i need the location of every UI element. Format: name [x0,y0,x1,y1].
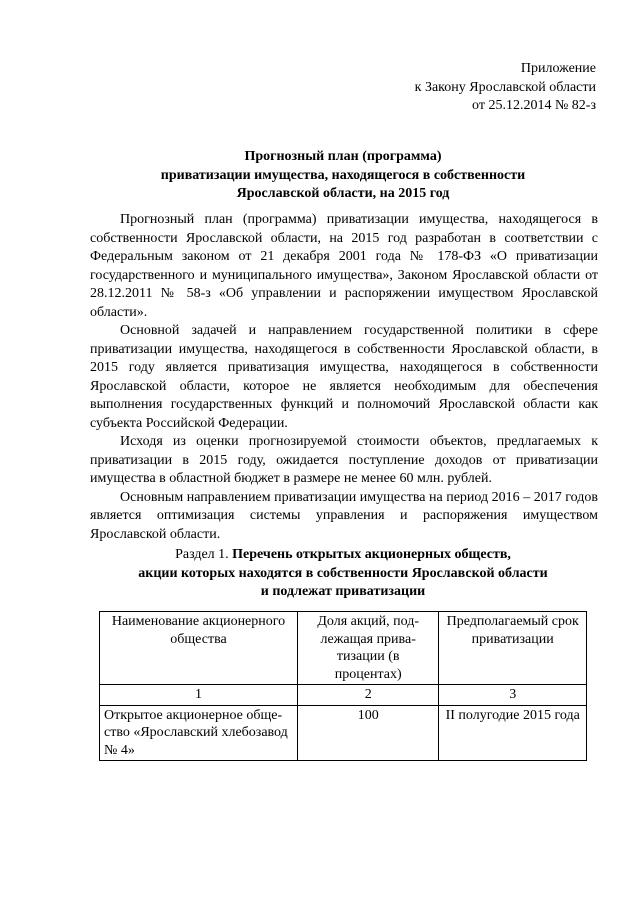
table-row [100,705,587,761]
section-1-title-line-1 [90,546,596,565]
column-number: 3 [439,685,587,706]
body-paragraph: Основным направлением приватизации имущества на период 2016 – 2017 годов является оптимизация системы управления и распоряжения имуществом Ярославской области. [90,489,598,542]
section-1-title-text: Перечень открытых акционерных обществ, [232,547,511,562]
section-1-title-line-3: и подлежат приватизации [260,584,426,599]
document-title [90,148,596,204]
title-line-1: Прогнозный план (программа) [244,149,442,164]
section-1-title-line-2: акции которых находятся в собственности Ярославской области [138,565,548,581]
appendix-law-date: от 25.12.2014 № 82-з [472,98,596,113]
body-paragraph: Исходя из оценки прогнозируемой стоимости объектов, предлагаемых к приватизации в 2015 году, ожидается поступление доходов от приватизации имущества в областной бюджет в размере не менее 60 млн. рублей. [90,434,598,486]
section-1-title [90,546,596,602]
term-cell: II полугодие 2015 года [439,705,587,761]
share-cell: 100 [298,705,439,761]
body-paragraph: Основной задачей и направлением государственной политики в сфере приватизации имущества, находящегося в собственности Ярославской области, в 2015 году является приватизация имущества, находящегося в собственности Ярославской области, которое не является необходимым для обеспечения выполнения государственных функций и полномочий Ярославской области как субъекта Российской Федерации. [90,323,598,431]
header-company-name: Наименование акционерного общества [100,612,298,685]
privatization-table [99,611,587,761]
table-column-number-row [100,685,587,706]
appendix-header [415,60,596,116]
title-line-3: Ярославской области, на 2015 год [236,186,450,201]
table-header-row [100,612,587,685]
body-paragraph: Прогнозный план (программа) приватизации имущества, находящегося в собственности Ярославской области, на 2015 год разработан в соответствии с Федеральным законом от 21 декабря 2001 года № 178-ФЗ «О приватизации государственного и муниципального имущества», Законом Ярославской области от 28.12.2011 № 58-з «Об управлении и распоряжении имуществом Ярославской области». [90,212,598,320]
document-body [90,211,598,544]
appendix-law-ref: к Закону Ярославской области [414,79,596,95]
header-share: Доля акций, подлежащая приватизации (в процентах) [298,612,439,685]
appendix-label: Приложение [520,61,596,76]
section-1-prefix: Раздел 1. [175,547,233,562]
title-line-2: приватизации имущества, находящегося в собственности [160,167,526,183]
header-term: Предполагаемый срок приватизации [439,612,587,685]
column-number: 2 [298,685,439,706]
column-number: 1 [100,685,298,706]
company-name-cell: Открытое акционерное общество «Ярославский хлебозавод № 4» [100,705,298,761]
